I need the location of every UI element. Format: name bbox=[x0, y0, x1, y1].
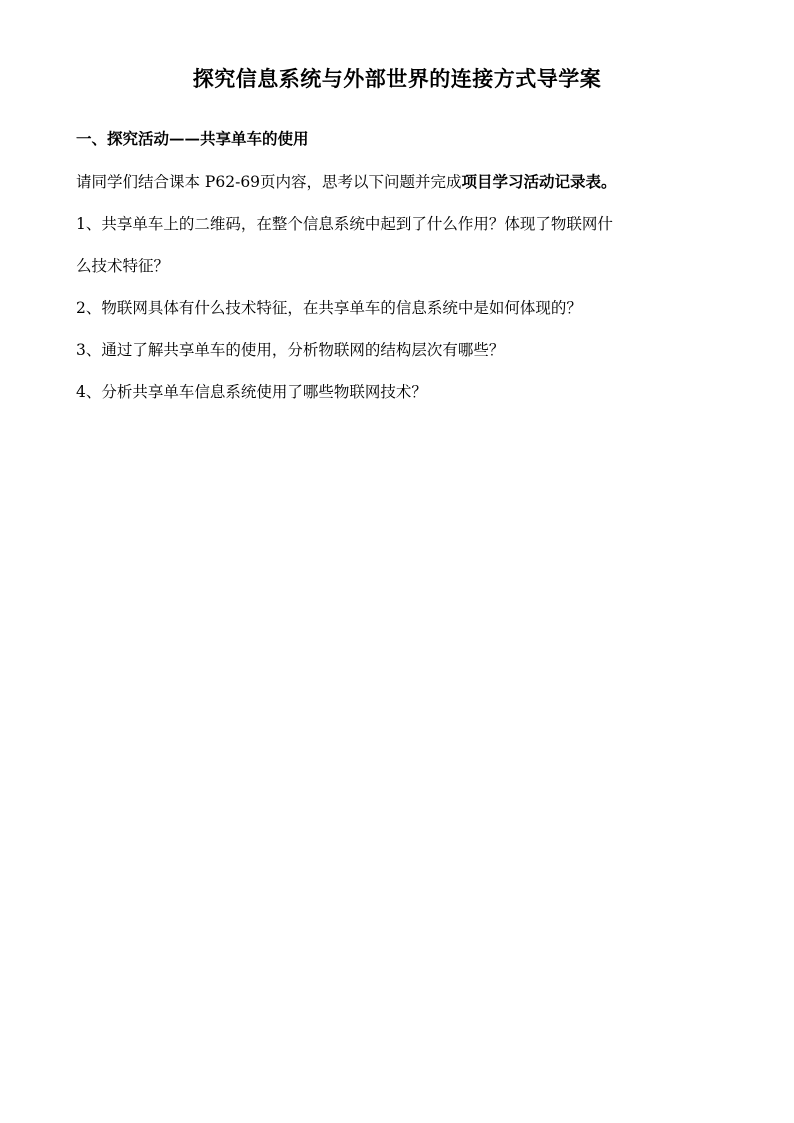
intro-paragraph bbox=[76, 169, 726, 195]
question-4: 4、分析共享单车信息系统使用了哪些物联网技术？ bbox=[76, 383, 427, 401]
section-heading: 一、探究活动——共享单车的使用 bbox=[76, 129, 309, 148]
question-1-line-1: 1、共享单车上的二维码，在整个信息系统中起到了什么作用？体现了物联网什 bbox=[76, 215, 613, 233]
page-title: 探究信息系统与外部世界的连接方式导学案 bbox=[192, 66, 602, 91]
intro-bold-text: 项目学习活动记录表。 bbox=[461, 172, 617, 191]
question-2: 2、物联网具体有什么技术特征，在共享单车的信息系统中是如何体现的？ bbox=[76, 299, 582, 317]
intro-text: 请同学们结合课本 P62-69页内容，思考以下问题并完成 bbox=[76, 173, 462, 191]
question-3: 3、通过了解共享单车的使用，分析物联网的结构层次有哪些？ bbox=[76, 341, 505, 359]
question-1-line-2: 么技术特征？ bbox=[76, 257, 170, 275]
